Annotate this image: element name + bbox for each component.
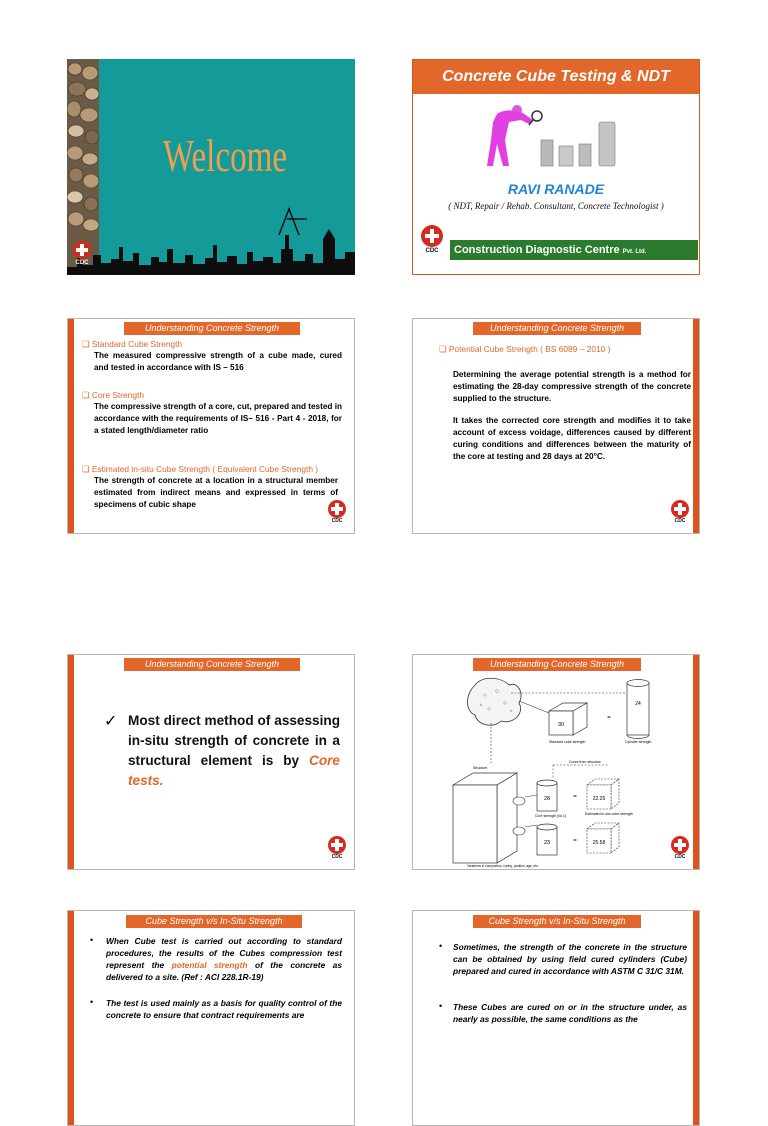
statement-text: Most direct method of assessing in-situ strength of concrete in a structural element is by <box>128 713 340 768</box>
core-value-2: 23 <box>543 840 551 846</box>
slide-header: Cube Strength v/s In-Situ Strength <box>473 915 641 928</box>
company-logo-icon <box>421 225 443 247</box>
statement-highlight: Core tests. <box>128 753 340 788</box>
bullet-1-reference: (Ref : ACI 228.1R-19) <box>181 972 264 982</box>
check-icon: ✓ <box>104 711 118 730</box>
cube-value: 30 <box>557 722 565 728</box>
cdc-logo <box>328 836 346 860</box>
slide-accent-left <box>68 655 74 869</box>
cdc-logo <box>328 500 346 524</box>
cdc-logo-text: CDC <box>75 260 89 266</box>
cdc-logo-text: CDC <box>331 854 343 860</box>
bullet-text-2: These Cubes are cured on or in the structure under, as nearly as possible, the same conditions as the <box>453 1002 687 1024</box>
eq-sign-2: = <box>573 794 577 800</box>
cdc-logo <box>70 241 94 267</box>
slide-header: Cube Strength v/s In-Situ Strength <box>126 915 302 928</box>
inspector-illustration <box>483 100 663 180</box>
cdc-logo <box>671 500 689 524</box>
slide-potential-strength <box>412 318 700 534</box>
company-logo <box>420 225 444 255</box>
company-banner <box>450 240 698 260</box>
company-name: Construction Diagnostic Centre <box>454 244 620 256</box>
est-value-1: 22.25 <box>592 796 606 802</box>
label-cylinder: Cylinder strength <box>625 740 652 744</box>
label-standard-cube: Standard cube strength <box>549 740 586 744</box>
est-value-2: 25.58 <box>592 840 606 846</box>
item-body: The compressive strength of a core, cut, prepared and tested in accordance with the requirements of IS– 516 - Part 4 - 2018, for a stated length/diameter ratio <box>94 402 342 435</box>
diagram-caption: Variations in compaction, curing, position, age, etc. <box>467 864 539 868</box>
checkbox-bullet-icon: ❑ <box>82 390 90 400</box>
slide-header: Understanding Concrete Strength <box>124 322 300 335</box>
cylinder-value: 24 <box>635 701 641 707</box>
slide-definitions <box>67 318 355 534</box>
concrete-mass-shape <box>468 678 522 725</box>
bullet-text-2: The test is used mainly as a basis for quality control of the concrete to ensure that contract requirements are <box>106 998 342 1020</box>
slide-strength-diagram <box>412 654 700 870</box>
checkbox-bullet-icon: ❑ <box>439 344 447 354</box>
potential-para-1: Determining the average potential strength is a method for estimating the 28-day compressive strength of the concrete supplied to the structure. <box>453 370 691 403</box>
eq-sign-3: = <box>573 838 577 844</box>
welcome-title: Welcome <box>162 130 288 181</box>
slide-header: Understanding Concrete Strength <box>473 322 641 335</box>
bullet-1-text-b: of the concrete as delivered to a site. <box>106 960 342 982</box>
slide-accent-right <box>693 911 699 1125</box>
potential-para-2: It takes the corrected core strength and modifies it to take account of excess voidage, differences caused by different curing conditions and differences between the maturity of the core at testing and 28 days at 20°C. <box>453 416 691 461</box>
slide-accent-left <box>68 911 74 1125</box>
slide-accent-right <box>693 319 699 533</box>
potential-title <box>439 343 679 355</box>
item-title: Core Strength <box>91 390 144 400</box>
slide-cube-vs-insitu-2 <box>412 910 700 1126</box>
cdc-logo-text: CDC <box>674 854 686 860</box>
slide-accent-left <box>68 319 74 533</box>
eq-sign-1: = <box>607 715 611 721</box>
cdc-logo-icon <box>328 500 346 518</box>
strength-diagram <box>413 655 700 870</box>
item-body: The strength of concrete at a location in a structural member estimated from indirect means and expressed in terms of specimens of cubic shape <box>94 476 338 509</box>
company-suffix: Pvt. Ltd. <box>622 249 647 255</box>
definition-item-3 <box>82 463 342 511</box>
item-title: Estimated in-situ Cube Strength ( Equivalent Cube Strength ) <box>91 464 319 474</box>
definition-item-1 <box>82 338 342 374</box>
cdc-logo-text: CDC <box>674 518 686 524</box>
company-logo-text: CDC <box>425 248 439 254</box>
bullet-1-text-a: When Cube test is carried out according to standard procedures, the results of the Cubes compression test represent the <box>106 936 342 970</box>
label-cores: Cores from structure <box>569 760 601 764</box>
item-title: Potential Cube Strength ( BS 6089 – 2010 ) <box>448 344 611 354</box>
bullet-text-1: Sometimes, the strength of the concrete in the structure can be obtained by using field cured cylinders (Cube) prepared and cured in accordance with ASTM C 31/C 31M. <box>453 942 687 976</box>
bullet-text-1 <box>106 935 342 983</box>
item-body: The measured compressive strength of a cube made, cured and tested in accordance with IS – 516 <box>94 351 342 372</box>
cdc-logo-icon <box>671 500 689 518</box>
checkbox-bullet-icon: ❑ <box>82 339 90 349</box>
label-structure: Structure <box>473 766 488 770</box>
slide-header: Understanding Concrete Strength <box>124 658 300 671</box>
slide-core-tests <box>67 654 355 870</box>
cdc-logo-icon <box>73 241 91 259</box>
author-role: ( NDT, Repair / Rehab. Consultant, Concrete Technologist ) <box>448 201 664 211</box>
label-estimated: Estimated in situ cube strength <box>585 812 633 816</box>
core-tests-statement <box>128 711 340 791</box>
slide-cube-vs-insitu-1 <box>67 910 355 1126</box>
bullet-icon: • <box>90 935 94 945</box>
checkbox-bullet-icon: ❑ <box>82 464 90 474</box>
slide-title-header: Concrete Cube Testing & NDT <box>413 60 699 94</box>
core-value-1: 28 <box>543 796 551 802</box>
cdc-logo-icon <box>328 836 346 854</box>
slide-header: Understanding Concrete Strength <box>473 658 641 671</box>
bullet-icon: • <box>439 1001 443 1011</box>
slide-title <box>412 59 700 275</box>
bullet-icon: • <box>439 941 443 951</box>
cdc-logo-icon <box>671 836 689 854</box>
slide-welcome <box>67 59 355 275</box>
bullet-icon: • <box>90 997 94 1007</box>
cdc-logo-text: CDC <box>331 518 343 524</box>
cdc-logo <box>671 836 689 860</box>
label-core-strength: Core strength (l/d 1) <box>535 814 567 818</box>
author-name: RAVI RANADE <box>507 181 605 197</box>
bullet-1-highlight: potential strength <box>171 960 248 970</box>
definition-item-2 <box>82 389 342 437</box>
item-title: Standard Cube Strength <box>91 339 183 349</box>
